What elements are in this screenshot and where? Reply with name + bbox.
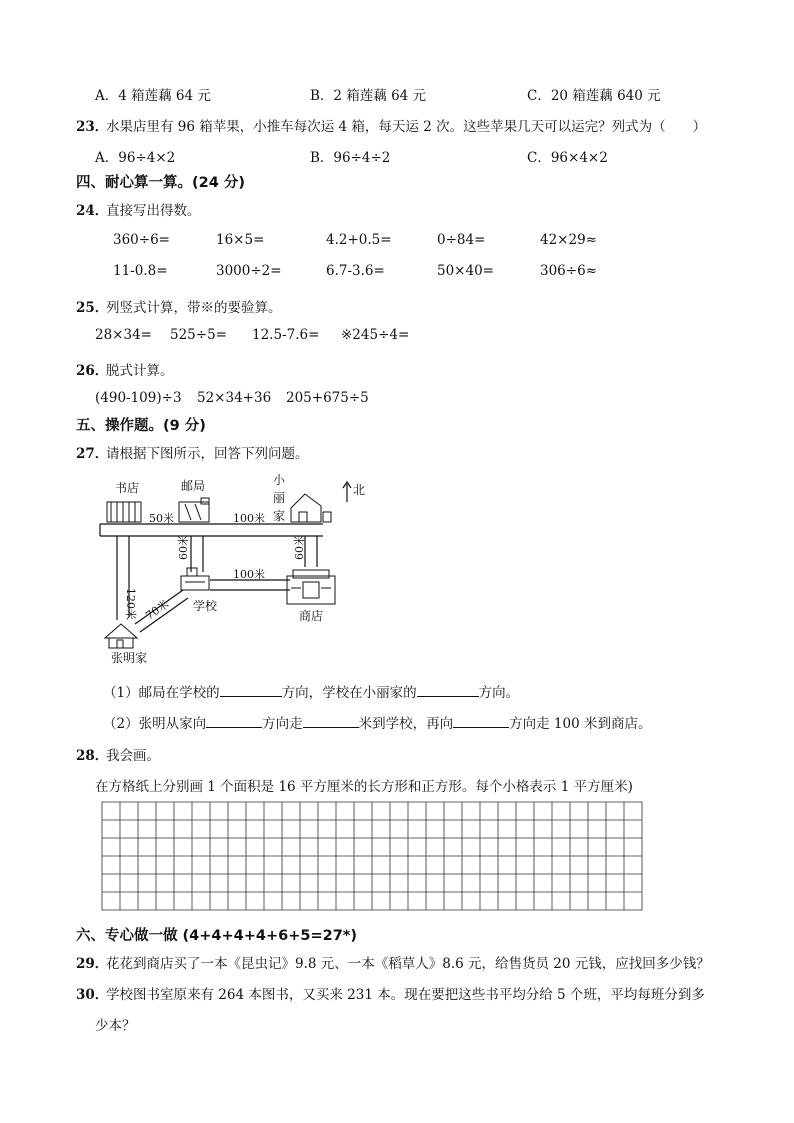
north-arrow-icon xyxy=(343,482,351,502)
q22-option-b: B．2 箱莲藕 64 元 xyxy=(310,88,427,104)
q26-text: 脱式计算。 xyxy=(106,363,174,379)
map-distance: 120米 xyxy=(124,588,137,620)
q25-number: 25． xyxy=(76,300,109,316)
q26-item: 205+675÷5 xyxy=(286,390,369,406)
q23-number: 23． xyxy=(76,119,109,135)
school-icon xyxy=(181,568,209,590)
q29-text: 花花到商店买了一本《昆虫记》9.8 元、一本《稻草人》8.6 元，给售货员 20 元钱，应找回多少钱？ xyxy=(106,956,710,972)
map-distance: 100米 xyxy=(233,512,265,525)
answer-blank[interactable] xyxy=(220,684,282,697)
q27-sub2 xyxy=(103,712,651,732)
q23-option-b: B．96÷4÷2 xyxy=(310,150,391,166)
shop-icon xyxy=(287,570,335,604)
map-label-zhangming: 张明家 xyxy=(111,651,148,665)
answer-blank[interactable] xyxy=(206,715,262,728)
q24-item: 360÷6= xyxy=(113,232,170,248)
map-distance: 50米 xyxy=(149,512,174,525)
q23-text: 水果店里有 96 箱苹果，小推车每次运 4 箱，每天运 2 次。这些苹果几天可以运完？列式为（ ） xyxy=(106,119,707,135)
map-distance: 100米 xyxy=(233,568,265,581)
q26-item: 52×34+36 xyxy=(197,390,272,406)
map-label-xiaoli: 丽 xyxy=(273,491,286,505)
q24-item: 4.2+0.5= xyxy=(326,232,392,248)
map-label-xiaoli: 小 xyxy=(273,473,286,487)
q24-text: 直接写出得数。 xyxy=(106,203,201,219)
post-office-icon xyxy=(179,498,209,522)
map-label-school: 学校 xyxy=(193,599,218,613)
zhangming-home-icon xyxy=(105,624,137,648)
map-label-bookstore: 书店 xyxy=(115,481,140,495)
q27-sub2-part: 米到学校，再向 xyxy=(358,716,454,732)
map-distance: 60米 xyxy=(293,535,306,560)
map-label-shop: 商店 xyxy=(299,609,324,623)
answer-blank[interactable] xyxy=(417,684,479,697)
q27-sub2-part: 方向走 100 米到商店。 xyxy=(509,716,652,732)
q24-item: 42×29≈ xyxy=(540,232,597,248)
section-4-heading: 四、耐心算一算。(24 分) xyxy=(76,175,245,191)
q27-sub1-part: （1）邮局在学校的 xyxy=(103,685,220,701)
q24-item: 3000÷2= xyxy=(216,263,282,279)
q24-item: 11-0.8= xyxy=(113,263,168,279)
q25-item: 12.5-7.6= xyxy=(252,327,320,343)
q22-option-a: A．4 箱莲藕 64 元 xyxy=(95,88,211,104)
bookstore-icon xyxy=(107,502,141,522)
q23-option-a: A．96÷4×2 xyxy=(95,150,176,166)
q25-item: 28×34= xyxy=(95,327,152,343)
q26-item: (490-109)÷3 xyxy=(95,390,182,406)
q24-number: 24． xyxy=(76,203,109,219)
q25-text: 列竖式计算，带※的要验算。 xyxy=(106,300,282,316)
xiaoli-home-icon xyxy=(291,494,331,522)
map-label-post-office: 邮局 xyxy=(181,479,206,493)
map-label-north: 北 xyxy=(353,483,366,497)
section-5-heading: 五、操作题。(9 分) xyxy=(76,418,206,434)
q27-text: 请根据下图所示，回答下列问题。 xyxy=(106,446,309,462)
q22-option-c: C．20 箱莲藕 640 元 xyxy=(527,88,661,104)
answer-blank[interactable] xyxy=(453,715,509,728)
q28-text: 我会画。 xyxy=(106,748,160,764)
q23-option-c: C．96×4×2 xyxy=(527,150,608,166)
q25-item: ※245÷4= xyxy=(341,327,410,343)
q24-item: 306÷6≈ xyxy=(540,263,597,279)
q30-number: 30． xyxy=(76,987,109,1003)
q29-number: 29． xyxy=(76,956,109,972)
q24-item: 16×5= xyxy=(216,232,265,248)
q28-instruction: 在方格纸上分别画 1 个面积是 16 平方厘米的长方形和正方形。每个小格表示 1 平方厘米) xyxy=(95,779,633,795)
grid-paper[interactable] xyxy=(101,801,645,915)
q24-item: 6.7-3.6= xyxy=(326,263,385,279)
map-label-xiaoli: 家 xyxy=(273,509,286,523)
q27-sub2-part: 方向走 xyxy=(262,716,303,732)
q26-number: 26． xyxy=(76,363,109,379)
map-distance: 70米 xyxy=(143,597,172,623)
q28-number: 28． xyxy=(76,748,109,764)
q24-item: 50×40= xyxy=(437,263,494,279)
q30-text: 学校图书室原来有 264 本图书，又买来 231 本。现在要把这些书平均分给 5 个班，平均每班分到多 xyxy=(106,987,705,1003)
q27-sub2-part: （2）张明从家向 xyxy=(103,716,207,732)
q27-sub1 xyxy=(103,681,519,701)
q30-text-continued: 少本？ xyxy=(95,1018,136,1034)
answer-blank[interactable] xyxy=(303,715,359,728)
q27-number: 27． xyxy=(76,446,109,462)
q24-item: 0÷84= xyxy=(437,232,486,248)
section-6-heading: 六、专心做一做 (4+4+4+4+6+5=27*) xyxy=(76,928,357,944)
map-distance: 60米 xyxy=(177,535,190,560)
q27-sub1-part: 方向，学校在小丽家的 xyxy=(281,685,417,701)
q27-sub1-part: 方向。 xyxy=(478,685,520,701)
route-map xyxy=(95,472,395,672)
q25-item: 525÷5= xyxy=(170,327,227,343)
